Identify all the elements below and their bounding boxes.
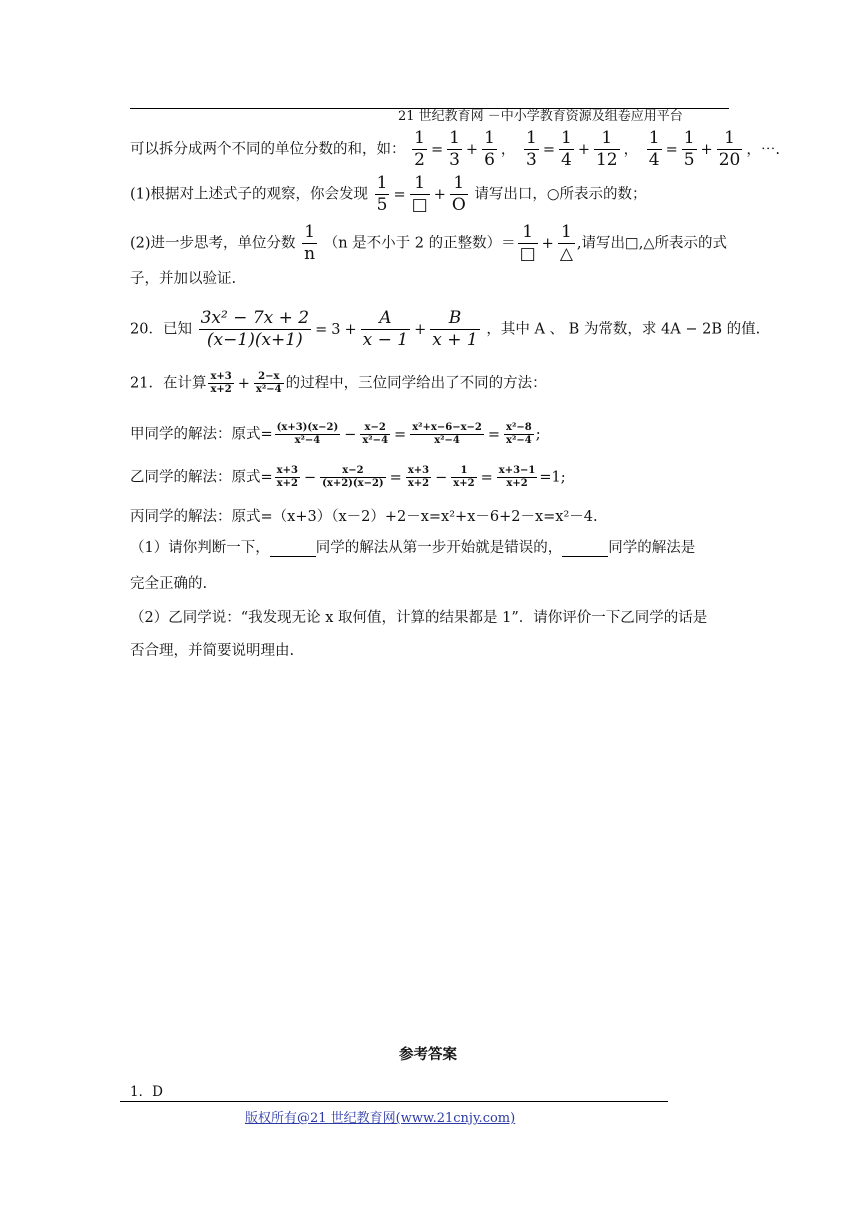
q19-ex3-lhs: $\frac{1}{4}$ — [648, 128, 660, 170]
q20-label: 20．已知 — [130, 321, 192, 338]
q19-ex2-lhs: $\frac{1}{3}$ — [526, 128, 537, 170]
q21-yi-end: =1; — [539, 469, 566, 486]
q19-part1-prefix: (1)根据对上述式子的观察，你会发现 — [130, 186, 369, 203]
q21-jia-line: 甲同学的解法：原式= $\frac{(x+3)(x-2)}{\text{x²−4}}$ − $\frac{x-2}{\text{x²−4}}$ = $\frac{\text{x²+x−6−x−2}}{\text{x²−4}}$ = $\frac{\text{x²−8}}{\text{x²−4}}$ ; — [130, 422, 541, 446]
footer-copyright-text[interactable]: 版权所有@21 世纪教育网(www.21cnjy.com) — [245, 1111, 516, 1126]
q19-ex2-b: $\frac{1}{12}$ — [595, 128, 618, 170]
q19-ex3-a: $\frac{1}{5}$ — [683, 128, 695, 170]
q19-part2-unit-frac: $\frac{1}{n}$ — [304, 222, 316, 264]
q21-label-tail: 的过程中，三位同学给出了不同的方法： — [285, 375, 547, 392]
q19-part2-line2: 子，并加以验证. — [130, 271, 237, 287]
q21-sub1-b: 同学的解法从第一步开始就是错误的， — [315, 540, 563, 556]
header-site-text: 21 世纪教育网 －中小学教育资源及组卷应用平台 — [398, 109, 683, 124]
q20-tail: ，其中 A 、 B 为常数，求 4A − 2B 的值. — [486, 321, 761, 338]
q21-sub1-c: 同学的解法是 — [608, 540, 696, 556]
q21-jia-prefix: 甲同学的解法：原式= — [130, 426, 273, 443]
q21-yi-f3: $\frac{x+3}{x+2}$ — [407, 465, 430, 489]
q20-B-frac: $\frac{B}{x + 1}$ — [432, 308, 478, 350]
q21-label: 21．在计算 — [130, 375, 207, 392]
q20-A-frac: $\frac{A}{x - 1}$ — [362, 308, 409, 350]
q19-intro-line: 可以拆分成两个不同的单位分数的和，如： $\frac{1}{2}$ = $\frac{1}{3}$ + $\frac{1}{6}$ ， $\frac{1}{3}$ = $\frac{1}{4}$ + $\frac{1}{12}$ ， $\frac{1}{4}$ = $\frac{1}{5}$ + $\frac{1}{20}$ ，⋯. — [130, 128, 780, 170]
q21-sub2-line2: 否合理，并简要说明理由. — [130, 643, 295, 659]
footer-copyright-link[interactable] — [245, 1109, 515, 1128]
q21-yi-f2: $\frac{x-2}{(x+2)(x-2)}$ — [322, 465, 384, 489]
q19-part1-a: $\frac{1}{□}$ — [411, 173, 428, 215]
q19-intro-text: 可以拆分成两个不同的单位分数的和，如： — [130, 141, 406, 158]
q21-intro-line: 21．在计算 $\frac{x+3}{x+2}$ + $\frac{2-x}{\text{x²−4}}$ 的过程中，三位同学给出了不同的方法： — [130, 371, 547, 395]
q19-part2-a: $\frac{1}{□}$ — [519, 222, 536, 264]
q21-calc-b: $\frac{2-x}{\text{x²−4}}$ — [255, 371, 282, 395]
q19-ellipsis: ，⋯. — [746, 141, 780, 158]
q21-yi-prefix: 乙同学的解法：原式= — [130, 469, 273, 486]
q21-yi-line: 乙同学的解法：原式= $\frac{x+3}{x+2}$ − $\frac{x-2}{(x+2)(x-2)}$ = $\frac{x+3}{x+2}$ − $\frac{1}{x+2}$ = $\frac{x+3-1}{x+2}$ =1; — [130, 465, 566, 489]
q19-part1-line: (1)根据对上述式子的观察，你会发现 $\frac{1}{5}$ = $\frac{1}{□}$ + $\frac{1}{O}$ 请写出口，○所表示的数； — [130, 173, 647, 215]
q19-part2-line: (2)进一步思考，单位分数 $\frac{1}{n}$ （n 是不小于 2 的正整数）＝ $\frac{1}{□}$ + $\frac{1}{\triangle}$ ,请写出□,△所表示的式 — [130, 222, 727, 264]
q21-jia-f3: $\frac{\text{x²+x−6−x−2}}{\text{x²−4}}$ — [412, 422, 482, 446]
q20-line: 20．已知 $\frac{\text{3x² − 7x + 2}}{(x-1)(x+1)}$ = 3 + $\frac{A}{x - 1}$ + $\frac{B}{x + 1}$ ，其中 A 、 B 为常数，求 4A − 2B 的值. — [130, 308, 761, 350]
q19-part2-mid: （n 是不小于 2 的正整数）＝ — [323, 235, 516, 252]
q21-yi-f1: $\frac{x+3}{x+2}$ — [276, 465, 298, 489]
q19-part1-b: $\frac{1}{O}$ — [451, 173, 466, 215]
q21-sub1-a: （1）请你判断一下， — [130, 540, 270, 556]
q19-part2-prefix: (2)进一步思考，单位分数 — [130, 235, 296, 252]
q19-ex1-a: $\frac{1}{3}$ — [449, 128, 460, 170]
q19-part1-lhs: $\frac{1}{5}$ — [376, 173, 388, 215]
answers-first: 1．D — [130, 1084, 163, 1100]
q19-ex1-b: $\frac{1}{6}$ — [484, 128, 495, 170]
q19-ex3-b: $\frac{1}{20}$ — [718, 128, 741, 170]
q20-rhs-const: 3 — [331, 321, 341, 338]
q19-ex1-lhs: $\frac{1}{2}$ — [414, 128, 425, 170]
q21-jia-end: ; — [535, 426, 541, 443]
q21-calc-a: $\frac{x+3}{x+2}$ — [210, 371, 232, 395]
q19-part2-suffix: ,请写出□,△所表示的式 — [576, 235, 727, 252]
footer-rule — [120, 1101, 668, 1102]
q19-ex2-a: $\frac{1}{4}$ — [561, 128, 572, 170]
q21-yi-f5: $\frac{x+3-1}{x+2}$ — [498, 465, 536, 489]
q21-blank-2[interactable] — [562, 542, 608, 557]
q20-lhs-frac: $\frac{\text{3x² − 7x + 2}}{(x-1)(x+1)}$ — [200, 308, 310, 350]
q21-sub2-line1: （2）乙同学说：“我发现无论 x 取何值，计算的结果都是 1”．请你评价一下乙同学的话是 — [130, 610, 708, 626]
q19-part1-suffix: 请写出口，○所表示的数； — [474, 186, 647, 203]
q21-jia-f4: $\frac{\text{x²−8}}{\text{x²−4}}$ — [506, 422, 532, 446]
q21-sub1-line2: 完全正确的. — [130, 576, 208, 592]
q21-jia-f1: $\frac{(x+3)(x-2)}{\text{x²−4}}$ — [276, 422, 339, 446]
q19-part2-b: $\frac{1}{\triangle}$ — [559, 222, 573, 264]
q21-bing-line: 丙同学的解法：原式=（x+3）（x－2）+2－x=x²+x－6+2－x=x²－4. — [130, 509, 598, 525]
q21-yi-f4: $\frac{1}{x+2}$ — [453, 465, 475, 489]
q21-blank-1[interactable] — [270, 542, 316, 557]
q21-jia-f2: $\frac{x-2}{\text{x²−4}}$ — [362, 422, 389, 446]
q21-sub1-line — [130, 539, 695, 557]
answers-title: 参考答案 — [399, 1046, 457, 1063]
